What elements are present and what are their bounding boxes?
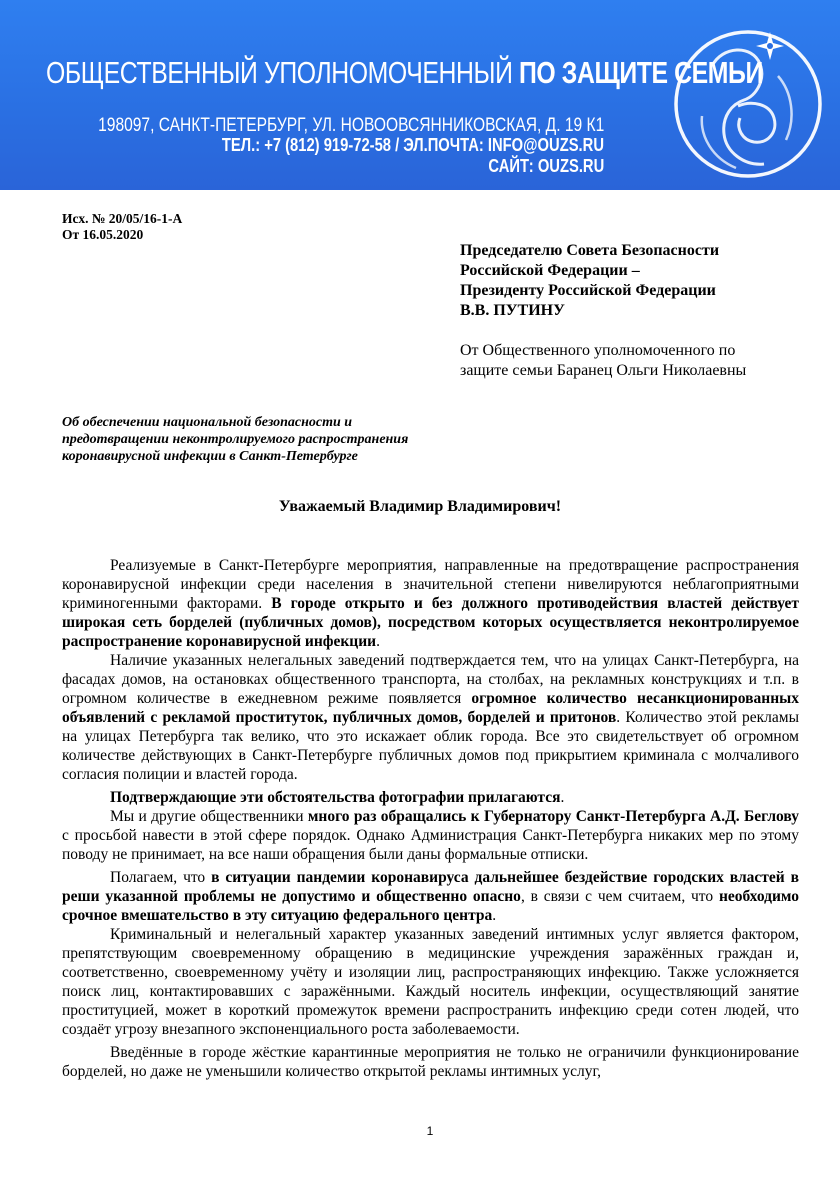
- bold-text: В городе открыто и без должного противодействия властей действует широкая сеть борделей (публичных домов), посредством которых осуществляется неконтролируемое распространение коронавирусной инфекции: [62, 595, 799, 650]
- bold-text: Подтверждающие эти обстоятельства фотографии прилагаются: [110, 789, 561, 806]
- text-run: с просьбой навести в этой сфере порядок. Однако Администрация Санкт-Петербурга никаких мер по этому поводу не принимает, на все наши обращения были даны формальные отписки.: [62, 827, 799, 863]
- letter-subject: Об обеспечении национальной безопасности и предотвращении неконтролируемого распространения коронавирусной инфекции в Санкт-Петербурге: [62, 415, 409, 464]
- greeting: Уважаемый Владимир Владимирович!: [278, 498, 562, 515]
- bold-text: огромное количество несанкционированных объявлений с рекламой проституток, публичных домов, борделей и притонов: [62, 690, 800, 726]
- body-paragraph: [62, 925, 799, 1039]
- bold-text: необходимо срочное вмешательство в эту ситуацию федерального центра: [62, 888, 800, 924]
- text-run: , в связи с чем считаем, что: [520, 888, 719, 905]
- body-paragraph: [62, 788, 799, 807]
- text-run: .: [376, 633, 380, 650]
- reference-date: От 16.05.2020: [62, 227, 144, 242]
- sender-line: защите семьи Баранец Ольги Николаевны: [460, 362, 747, 379]
- body-paragraph: [62, 651, 799, 784]
- text-run: Реализуемые в Санкт-Петербурге мероприятия, направленные на предотвращение распространения коронавирусной инфекции среди населения в значительной степени нивелируются неблагоприятными криминогенными факторами.: [62, 557, 799, 612]
- body-paragraph: [62, 1043, 799, 1081]
- organization-address: 198097, САНКТ-ПЕТЕРБУРГ, УЛ. НОВООВСЯННИКОВСКАЯ, Д. 19 К1: [97, 115, 604, 136]
- organization-contacts: ТЕЛ.: +7 (812) 919-72-58 / ЭЛ.ПОЧТА: INFO@OUZS.RU: [221, 135, 604, 155]
- text-run: Введённые в городе жёсткие карантинные мероприятия не только не ограничили функционирование борделей, но даже не уменьшили количество открытой рекламы интимных услуг,: [62, 1044, 799, 1080]
- mother-child-logo-icon: [652, 6, 832, 186]
- sender-block: [460, 341, 746, 381]
- text-run: Криминальный и нелегальный характер указанных заведений интимных услуг является фактором, препятствующим своевременному обращению в медицинские учреждения заражённых граждан и, соответственно, своевременному учёту и изоляции лиц, распространяющих инфекцию. Также усложняется поиск лиц, контактировавших с заражёнными. Каждый носитель инфекции, осуществляющий занятие проституцией, может в короткий промежуток времени распространить инфекцию среди сотен людей, что создаёт угрозу внезапного экспоненциального роста заболеваемости.: [62, 926, 799, 1038]
- recipient-line: Председателю Совета Безопасности: [460, 242, 720, 259]
- text-run: Мы и другие общественники: [110, 808, 308, 825]
- recipient-line: В.В. ПУТИНУ: [460, 302, 565, 319]
- recipient-block: [460, 241, 719, 321]
- body-paragraph: [62, 556, 799, 651]
- recipient-line: Российской Федерации –: [460, 262, 640, 279]
- text-run: . Количество этой рекламы на улицах Петербурга так велико, что это искажает облик города. Все это свидетельствует об огромном количестве действующих в Санкт-Петербурге публичных домов под прикрытием криминала с молчаливого согласия полиции и властей города.: [62, 709, 799, 783]
- letterhead: [0, 0, 840, 190]
- recipient-line: Президенту Российской Федерации: [460, 282, 716, 299]
- text-run: Полагаем, что: [110, 869, 212, 886]
- bold-text: много раз обращались к Губернатору Санкт-Петербурга А.Д. Беглову: [307, 808, 800, 825]
- bold-text: в ситуации пандемии коронавируса дальнейшее бездействие городских властей в реши указанной проблемы не допустимо и общественно опасно: [62, 869, 799, 905]
- outgoing-reference: [62, 211, 182, 243]
- body-paragraph: [62, 868, 799, 925]
- sender-line: От Общественного уполномоченного по: [460, 342, 736, 359]
- reference-number: Исх. № 20/05/16-1-А: [62, 211, 183, 226]
- text-run: .: [492, 907, 497, 924]
- organization-site: САЙТ: OUZS.RU: [488, 156, 604, 176]
- text-run: Наличие указанных нелегальных заведений подтверждается тем, что на улицах Санкт-Петербурга, на фасадах домов, на остановках общественного транспорта, на столбах, на рекламных конструкциях и т.п. в огромном количестве в ежедневном режиме появляется: [62, 652, 799, 707]
- letter-body: [62, 556, 799, 1081]
- text-run: .: [560, 789, 565, 806]
- body-paragraph: [62, 807, 799, 864]
- organization-title: ОБЩЕСТВЕННЫЙ УПОЛНОМОЧЕННЫЙ ПО ЗАЩИТЕ СЕМЬИ: [46, 55, 763, 90]
- page-number: 1: [426, 1124, 434, 1138]
